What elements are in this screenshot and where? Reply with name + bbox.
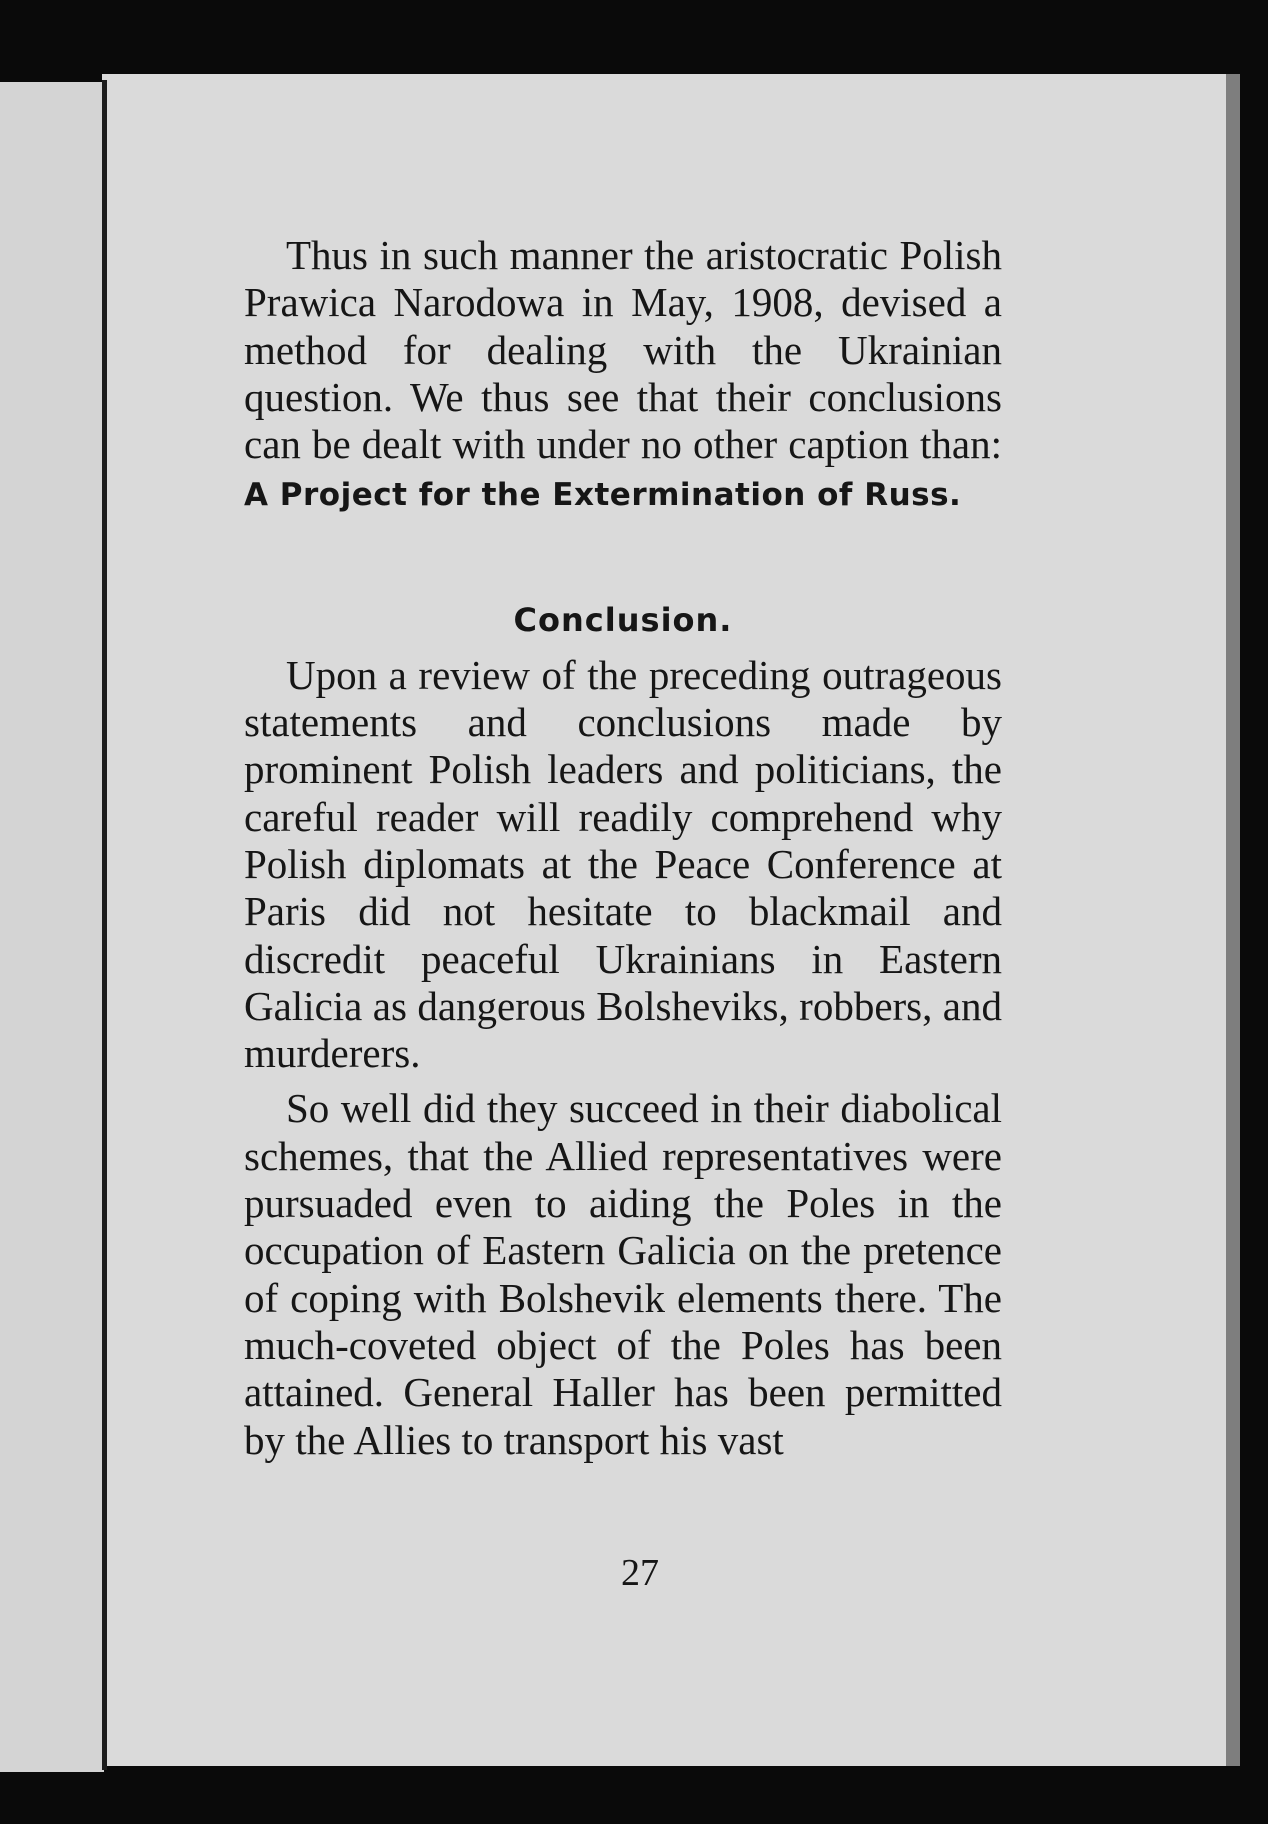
page-edge-shadow xyxy=(1226,74,1240,1766)
bold-phrase: A Project for the Extermination of Russ. xyxy=(244,477,962,514)
page-text xyxy=(244,232,1002,1464)
facing-page-edge xyxy=(0,82,104,1772)
paragraph-text: Thus in such manner the aristocratic Polish Prawica Narodowa in May, 1908, devised a method for dealing with the Ukrainian question. We thus see that their conclusions can be dealt with under no other caption than: xyxy=(244,232,1002,468)
paragraph xyxy=(244,232,1002,520)
paragraph: So well did they succeed in their diabolical schemes, that the Allied representatives were pursuaded even to aiding the Poles in the occupation of Eastern Galicia on the pretence of coping with Bolshevik elements there. The much-coveted object of the Poles has been attained. General Haller has been permitted by the Allies to transport his vast xyxy=(244,1085,1002,1463)
paragraph: Upon a review of the preceding outrageous statements and conclusions made by prominent Polish leaders and politicians, the careful reader will readily comprehend why Polish diplomats at the Peace Conference at Paris did not hesitate to blackmail and discredit peaceful Ukrainians in Eastern Galicia as dangerous Bolsheviks, robbers, and murderers. xyxy=(244,651,1002,1077)
section-heading: Conclusion. xyxy=(513,600,733,639)
page-number: 27 xyxy=(621,1552,659,1594)
binding-gutter xyxy=(102,80,107,1770)
